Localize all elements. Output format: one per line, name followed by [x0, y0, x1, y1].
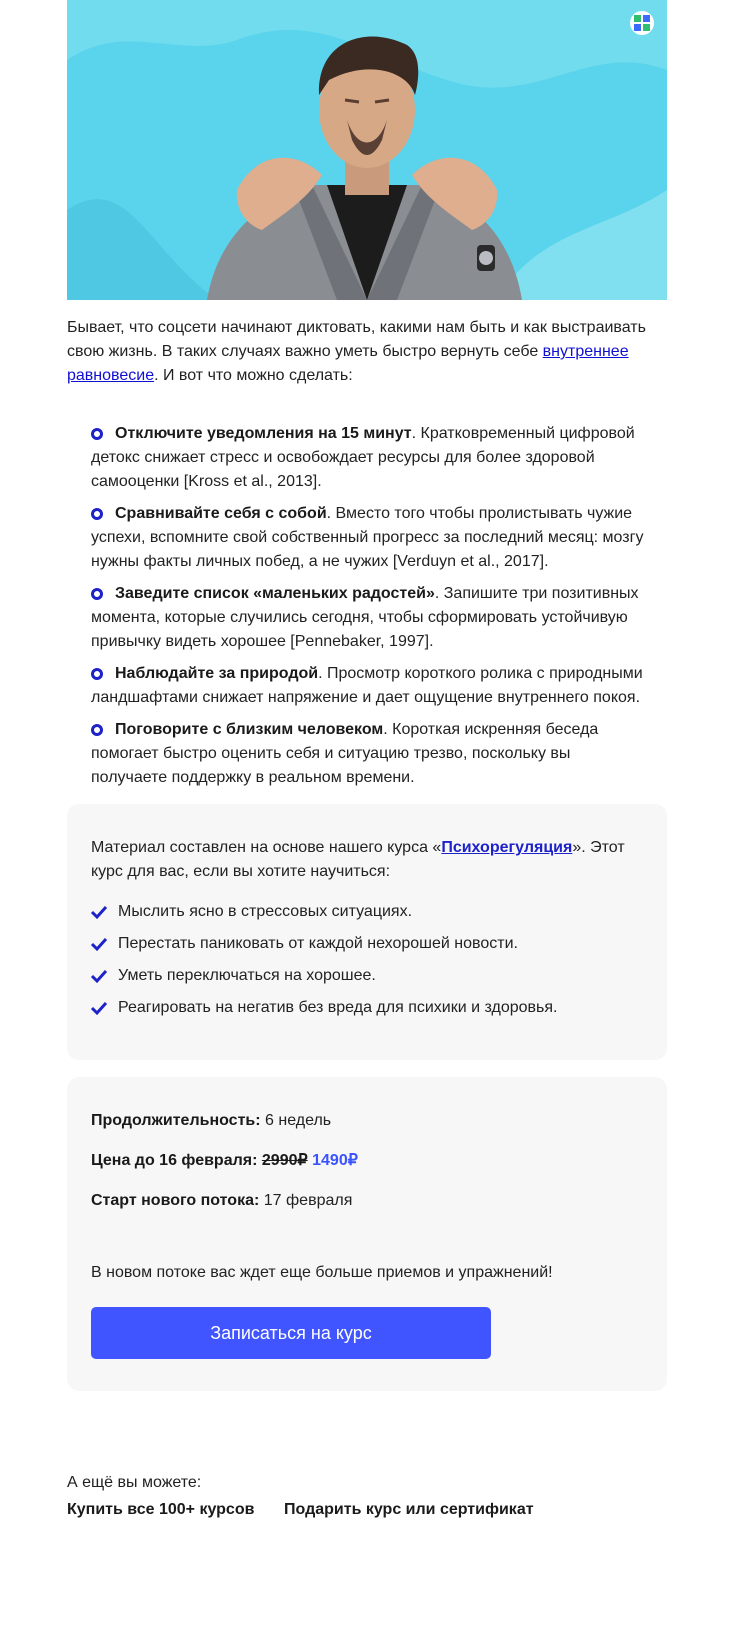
goal-text: Реагировать на негатив без вреда для психики и здоровья. [118, 999, 558, 1016]
tip-item [91, 502, 667, 574]
new-price: 1490₽ [312, 1152, 358, 1169]
tip-text: . Вместо того чтобы пролистывать чужие успехи, вспомните свой собственный прогресс за последний месяц: мозгу нужны факты личных побед, а не чужих [Verduyn et al., 2017]. [91, 505, 644, 570]
goal-text: Уметь переключаться на хорошее. [118, 967, 376, 984]
tip-item [91, 718, 667, 790]
hero-image [67, 0, 667, 300]
course-link[interactable]: Психорегуляция [441, 839, 573, 856]
start-row [91, 1189, 643, 1213]
price-row [91, 1149, 643, 1173]
tips-list [67, 422, 667, 790]
ring-bullet-icon [91, 724, 103, 736]
tip-item [91, 582, 667, 654]
tip-title: Поговорите с близким человеком [115, 721, 384, 738]
tip-text: . Кратковременный цифровой детокс снижает стресс и освобождает ресурсы для более здоровой самооценки [Kross et al., 2013]. [91, 425, 635, 490]
price-label: Цена до 16 февраля: [91, 1152, 258, 1169]
goal-item [91, 900, 643, 924]
course-intro [91, 836, 643, 884]
course-goals-list [91, 900, 643, 1020]
checkmark-icon [91, 970, 107, 982]
duration-value: 6 недель [260, 1112, 332, 1129]
tip-item [91, 662, 667, 710]
tip-title: Заведите список «маленьких радостей» [115, 585, 435, 602]
more-links-row [67, 1501, 667, 1519]
more-options-title: А ещё вы можете: [67, 1474, 202, 1491]
ring-bullet-icon [91, 668, 103, 680]
brand-logo-icon [629, 10, 655, 36]
course-text-before: Материал составлен на основе нашего курса « [91, 839, 442, 856]
tip-text: . Просмотр короткого ролика с природными ландшафтами снижает напряжение и дает ощущение внутреннего покоя. [91, 665, 643, 706]
goal-item [91, 996, 643, 1020]
goal-item [91, 964, 643, 988]
enroll-button[interactable]: Записаться на курс [91, 1307, 491, 1359]
checkmark-icon [91, 1002, 107, 1014]
ring-bullet-icon [91, 508, 103, 520]
tip-title: Наблюдайте за природой [115, 665, 319, 682]
course-info-box [67, 1077, 667, 1391]
old-price: 2990₽ [261, 1152, 308, 1169]
tip-text: . Короткая искренняя беседа помогает быстро оценить себя и ситуацию трезво, поскольку вы получаете поддержку в реальном времени. [91, 721, 599, 786]
intro-text-after: . И вот что можно сделать: [154, 367, 353, 384]
duration-row [91, 1109, 643, 1133]
new-stream-note: В новом потоке вас ждет еще больше приемов и упражнений! [91, 1264, 553, 1281]
inner-balance-link[interactable]: внутреннее равновесие [67, 343, 629, 384]
tip-text: . Запишите три позитивных момента, которые случились сегодня, чтобы сформировать устойчивую привычку видеть хорошее [Pennebaker, 1997]. [91, 585, 639, 650]
goal-text: Перестать паниковать от каждой нехорошей новости. [118, 935, 518, 952]
start-label: Старт нового потока: [91, 1192, 260, 1209]
ring-bullet-icon [91, 428, 103, 440]
goal-text: Мыслить ясно в стрессовых ситуациях. [118, 903, 413, 920]
checkmark-icon [91, 906, 107, 918]
email-content [67, 0, 667, 1519]
checkmark-icon [91, 938, 107, 950]
goal-item [91, 932, 643, 956]
course-box [67, 804, 667, 1060]
tip-title: Отключите уведомления на 15 минут [115, 425, 412, 442]
gift-course-link[interactable]: Подарить курс или сертификат [284, 1501, 534, 1518]
duration-label: Продолжительность: [91, 1112, 261, 1129]
course-text-after: ». Этот курс для вас, если вы хотите научиться: [91, 839, 625, 880]
intro-paragraph [67, 316, 667, 388]
ring-bullet-icon [91, 588, 103, 600]
tip-title: Сравнивайте себя с собой [115, 505, 327, 522]
hero-illustration [67, 0, 667, 300]
start-value: 17 февраля [259, 1192, 353, 1209]
intro-text-before: Бывает, что соцсети начинают диктовать, какими нам быть и как выстраивать свою жизнь. В таких случаях важно уметь быстро вернуть себе [67, 319, 646, 360]
buy-all-courses-link[interactable]: Купить все 100+ курсов [67, 1501, 255, 1518]
tip-item [91, 422, 667, 494]
